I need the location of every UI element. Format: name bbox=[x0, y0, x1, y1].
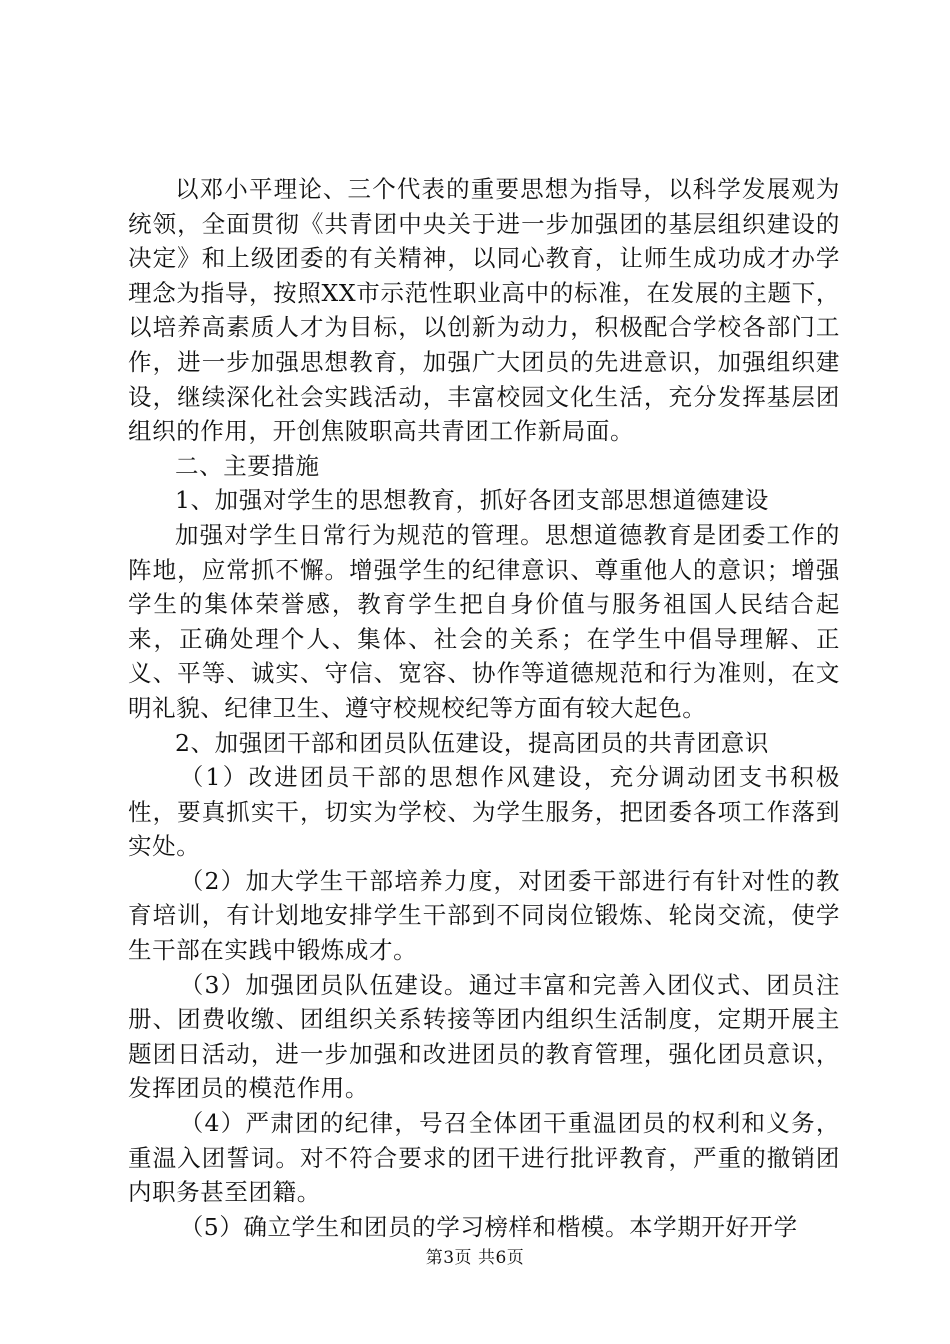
paragraph-behavior-management: 加强对学生日常行为规范的管理。思想道德教育是团委工作的阵地，应常抓不懈。增强学生的纪律意识、尊重他人的意识；增强学生的集体荣誉感，教育学生把自身价值与服务祖国人民结合起来，正确处理个人、集体、社会的关系；在学生中倡导理解、正义、平等、诚实、守信、宽容、协作等道德规范和行为准则，在文明礼貌、纪律卫生、遵守校规校纪等方面有较大起色。 bbox=[128, 520, 840, 722]
list-item-3: （3）加强团员队伍建设。通过丰富和完善入团仪式、团员注册、团费收缴、团组织关系转接等团内组织生活制度，定期开展主题团日活动，进一步加强和改进团员的教育管理，强化团员意识，发挥团员的模范作用。 bbox=[128, 970, 840, 1103]
section-heading-main-measures: 二、主要措施 bbox=[175, 451, 320, 480]
page-number-footer: 第3页 共6页 bbox=[425, 1248, 525, 1268]
list-item-4: （4）严肃团的纪律，号召全体团干重温团员的权利和义务，重温入团誓词。对不符合要求的团干进行批评教育，严重的撤销团内职务甚至团籍。 bbox=[128, 1109, 840, 1207]
subheading-ideological-education: 1、加强对学生的思想教育，抓好各团支部思想道德建设 bbox=[175, 486, 769, 515]
subheading-cadre-team-building: 2、加强团干部和团员队伍建设，提高团员的共青团意识 bbox=[175, 728, 769, 757]
paragraph-guiding-thought: 以邓小平理论、三个代表的重要思想为指导，以科学发展观为统领，全面贯彻《共青团中央关于进一步加强团的基层组织建设的决定》和上级团委的有关精神，以同心教育，让师生成功成才办学理念为指导，按照XX市示范性职业高中的标准，在发展的主题下，以培养高素质人才为目标，以创新为动力，积极配合学校各部门工作，进一步加强思想教育，加强广大团员的先进意识，加强组织建设，继续深化社会实践活动，丰富校园文化生活，充分发挥基层团组织的作用，开创焦陂职高共青团工作新局面。 bbox=[128, 175, 840, 446]
list-item-1: （1）改进团员干部的思想作风建设，充分调动团支书积极性，要真抓实干，切实为学校、为学生服务，把团委各项工作落到实处。 bbox=[128, 763, 840, 861]
list-item-5: （5）确立学生和团员的学习榜样和楷模。本学期开好开学 bbox=[179, 1212, 798, 1241]
document-body bbox=[128, 172, 840, 1244]
list-item-2: （2）加大学生干部培养力度，对团委干部进行有针对性的教育培训，有计划地安排学生干部到不同岗位锻炼、轮岗交流，使学生干部在实践中锻炼成才。 bbox=[128, 866, 840, 965]
